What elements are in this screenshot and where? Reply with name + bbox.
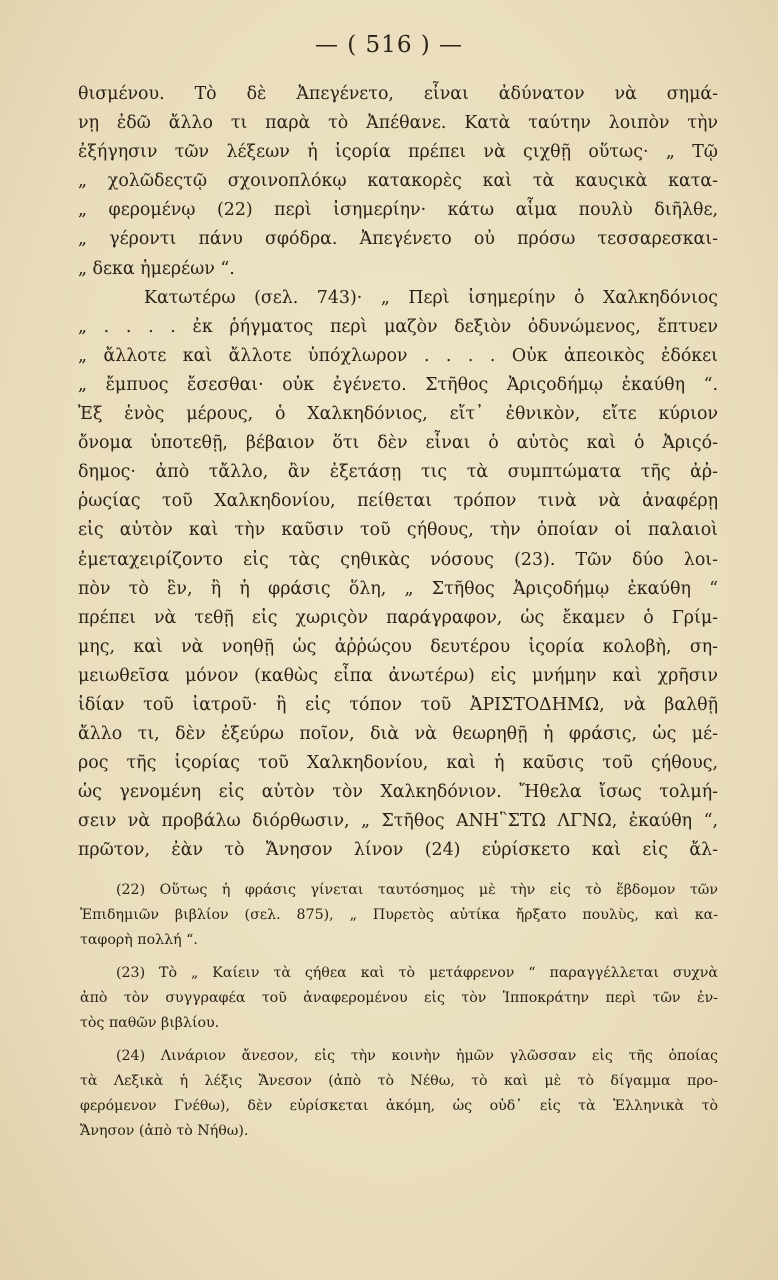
text-line: θισμένου. Τὸ δὲ Ἀπεγένετο, εἶναι ἀδύνατον νὰ σημά- bbox=[78, 84, 718, 104]
text-line: δημος· ἀπὸ τἄλλο, ἂν ἐξετάσῃ τις τὰ συμπτώματα τῆς ἀῤ- bbox=[78, 462, 718, 483]
footnotes bbox=[80, 878, 718, 1144]
main-text bbox=[78, 80, 718, 866]
text-line: Ἐξ ἑνὸς μέρους, ὁ Χαλκηδόνιος, εἴτ᾽ ἐθνικὸν, εἴτε κύριον bbox=[78, 404, 718, 425]
footnote bbox=[80, 1044, 718, 1144]
footnote-line: φερόμενον Γνέθω), δὲν εὑρίσκεται ἀκόμη, ὡς οὐδ᾽ εἰς τὰ Ἑλληνικὰ τὸ bbox=[80, 1098, 718, 1114]
footnote-line: τὸς παθῶν βιβλίου. bbox=[80, 1015, 220, 1031]
text-line: „ . . . . ἐκ ῥήγματος περὶ μαζὸν δεξιὸν ὀδυνώμενος, ἔπτυεν bbox=[78, 316, 718, 337]
footnote-line: Ἄνησον (ἀπὸ τὸ Νήθω). bbox=[80, 1123, 249, 1139]
text-line: „ ἄλλοτε καὶ ἄλλοτε ὑπόχλωρον . . . . Οὐκ ἀπεοικὸς ἐδόκει bbox=[78, 345, 718, 366]
text-line: „ χολῶδεςτῷ σχοινοπλόκῳ κατακορὲς καὶ τὰ καυςικὰ κατα- bbox=[78, 171, 718, 192]
text-line: ἐμεταχειρίζοντο εἰς τὰς ςηθικὰς νόσους (23). Τῶν δύο λοι- bbox=[78, 549, 718, 570]
text-line: πρῶτον, ἐὰν τὸ Ἄνησον λίνον (24) εὑρίσκετο καὶ εἰς ἄλ- bbox=[78, 840, 718, 861]
text-line: πὸν τὸ ἓν, ἢ ἡ φράσις ὅλη, „ Στῆθος Ἀριςοδήμῳ ἐκαύθη “ bbox=[78, 578, 718, 599]
text-line: „ φερομένῳ (22) περὶ ἰσημερίην· κάτω αἷμα πουλὺ διῆλθε, bbox=[78, 200, 718, 221]
text-line: πρέπει νὰ τεθῇ εἰς χωριςὸν παράγραφον, ὡς ἔκαμεν ὁ Γρίμ- bbox=[78, 607, 718, 628]
footnote-line: ἀπὸ τὸν συγγραφέα τοῦ ἀναφερομένου εἰς τὸν Ἱπποκράτην περὶ τῶν ἐν- bbox=[80, 990, 718, 1006]
text-line: ἰδίαν τοῦ ἰατροῦ· ἢ εἰς τόπον τοῦ ἈΡΙΣΤΟΔΗΜΩ, νὰ βαλθῇ bbox=[78, 694, 718, 715]
text-line: „ δεκα ἡμερέων “. bbox=[78, 258, 235, 279]
text-line: ρος τῆς ἱςορίας τοῦ Χαλκηδονίου, καὶ ἡ καῦσις τοῦ ςήθους, bbox=[78, 753, 718, 774]
footnote-line: ταφορὴ πολλή “. bbox=[80, 932, 198, 948]
footnote-line: Ἐπιδημιῶν βιβλίον (σελ. 875), „ Πυρετὸς αὐτίκα ἤρξατο πουλὺς, καὶ κα- bbox=[80, 907, 718, 923]
footnote-line: τὰ Λεξικὰ ἡ λέξις Ἄνεσον (ἀπὸ τὸ Νέθω, τὸ καὶ μὲ τὸ δίγαμμα προ- bbox=[80, 1073, 718, 1089]
text-line: σειν νὰ προβάλω διόρθωσιν, „ Στῆθος ΑΝΗ῝ΣΤΩ ΛΓΝΩ, ἐκαύθη “, bbox=[78, 811, 718, 832]
text-line: μειωθεῖσα μόνον (καθὼς εἶπα ἀνωτέρω) εἰς μνήμην καὶ χρῆσιν bbox=[78, 665, 718, 686]
text-line: ῥωςίας τοῦ Χαλκηδονίου, πείθεται τρόπον τινὰ νὰ ἀναφέρῃ bbox=[78, 491, 718, 512]
text-line: εἰς αὐτὸν καὶ τὴν καῦσιν τοῦ ςήθους, τὴν ὁποίαν οἱ παλαιοὶ bbox=[78, 520, 718, 541]
footnote bbox=[80, 878, 718, 953]
text-line: μης, καὶ νὰ νοηθῇ ὡς ἀῤῥώςου δευτέρου ἱςορία κολοβὴ, ση- bbox=[78, 636, 718, 657]
footnote bbox=[80, 961, 718, 1036]
footnote-line: (23) Τὸ „ Καίειν τὰ ςήθεα καὶ τὸ μετάφρενον “ παραγγέλλεται συχνὰ bbox=[116, 965, 718, 981]
text-line: νῃ ἐδῶ ἄλλο τι παρὰ τὸ Ἀπέθανε. Κατὰ ταύτην λοιπὸν τὴν bbox=[78, 113, 718, 134]
footnote-line: (22) Οὕτως ἡ φράσις γίνεται ταυτόσημος μὲ τὴν εἰς τὸ ἕβδομον τῶν bbox=[116, 882, 718, 898]
text-line: ἐξήγησιν τῶν λέξεων ἡ ἱςορία πρέπει νὰ ςιχθῇ οὕτως· „ Τῷ bbox=[78, 142, 718, 163]
text-line: ἄλλο τι, δὲν ἐξεύρω ποῖον, διὰ νὰ θεωρηθῇ ἡ φράσις, ὡς μέ- bbox=[78, 724, 718, 745]
text-line: „ γέροντι πάνυ σφόδρα. Ἀπεγένετο οὐ πρόσω τεσσαρεσκαι- bbox=[78, 229, 718, 250]
text-line: ὄνομα ὑποτεθῇ, βέβαιον ὅτι δὲν εἶναι ὁ αὐτὸς καὶ ὁ Ἀριςό- bbox=[78, 433, 718, 454]
page-number: — ( 516 ) — bbox=[314, 32, 464, 58]
text-line: „ ἔμπυος ἔσεσθαι· οὐκ ἐγένετο. Στῆθος Ἀριςοδήμῳ ἐκαύθη “. bbox=[78, 374, 718, 395]
text-line: ὡς γενομένη εἰς αὐτὸν τὸν Χαλκηδόνιον. Ἤθελα ἴσως τολμή- bbox=[78, 782, 718, 803]
footnote-line: (24) Λινάριον ἄνεσον, εἰς τὴν κοινὴν ἡμῶν γλῶσσαν εἰς τῆς ὁποίας bbox=[116, 1048, 718, 1064]
text-line: Κατωτέρω (σελ. 743)· „ Περὶ ἰσημερίην ὁ Χαλκηδόνιος bbox=[144, 287, 718, 308]
